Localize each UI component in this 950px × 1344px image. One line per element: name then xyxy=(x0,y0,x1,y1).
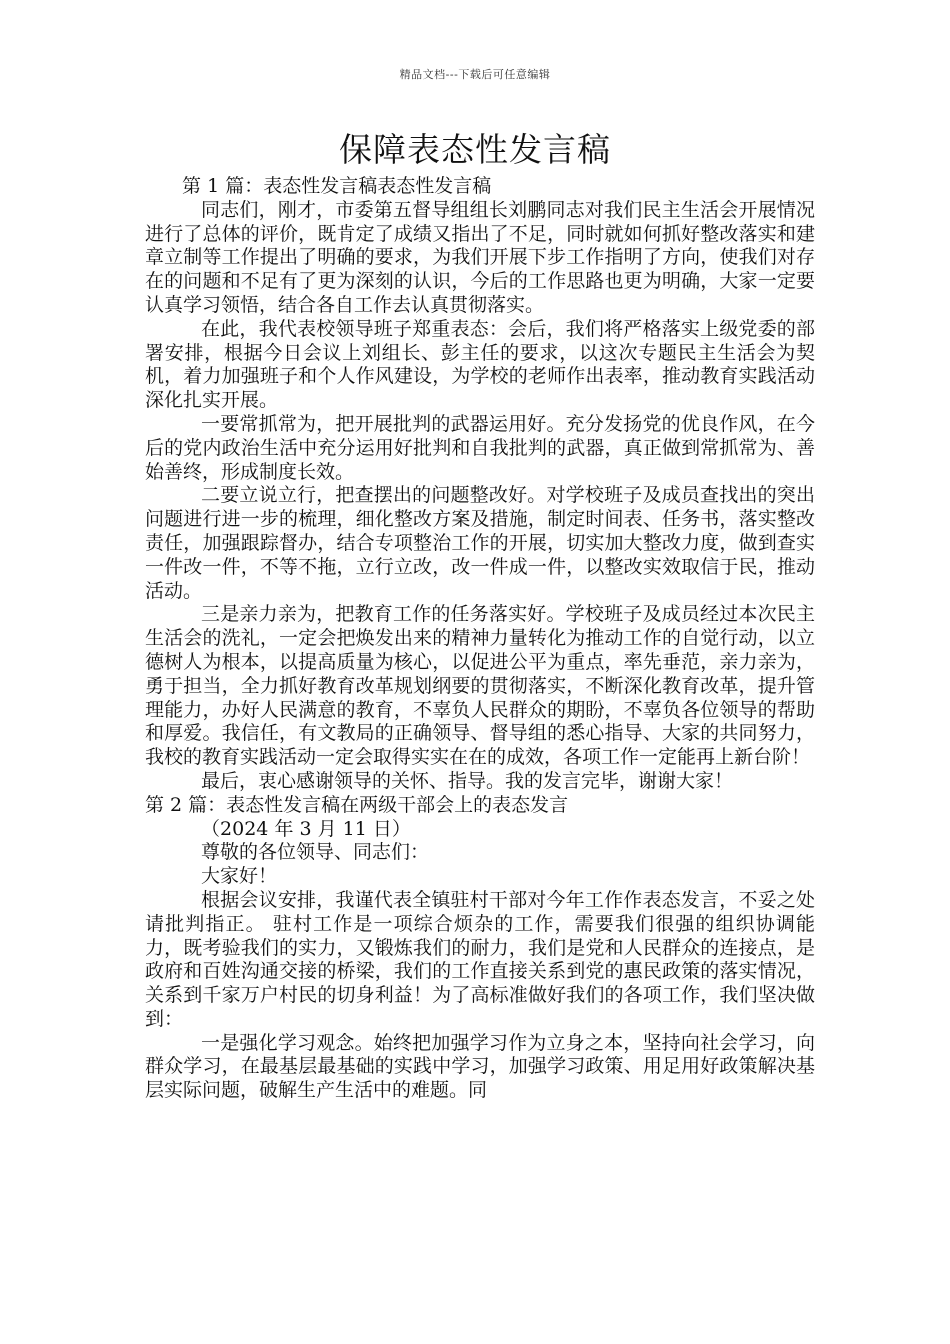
document-body xyxy=(145,175,815,1103)
section-2-paragraph-1: 根据会议安排，我谨代表全镇驻村干部对今年工作作表态发言，不妥之处请批判指正。 驻村工作是一项综合烦杂的工作，需要我们很强的组织协调能力，既考验我们的实力，又锻炼我们的耐力，我们是党和人民群众的连接点，是政府和百姓沟通交接的桥梁，我们的工作直接关系到党的惠民政策的落实情况，关系到千家万户村民的切身利益！为了高标准做好我们的各项工作，我们坚决做到： xyxy=(145,888,815,1030)
section-1-paragraph-3: 一要常抓常为，把开展批判的武器运用好。充分发扬党的优良作风，在今后的党内政治生活中充分运用好批判和自我批判的武器，真正做到常抓常为、善始善终，形成制度长效。 xyxy=(145,412,815,483)
section-2-date: （2024 年 3 月 11 日） xyxy=(201,817,411,840)
section-1-paragraph-2: 在此，我代表校领导班子郑重表态：会后，我们将严格落实上级党委的部署安排，根据今日会议上刘组长、彭主任的要求，以这次专题民主生活会为契机，着力加强班子和个人作风建设，为学校的老师作出表率，推动教育实践活动深化扎实开展。 xyxy=(145,317,815,412)
section-2-heading: 第 2 篇：表态性发言稿在两级干部会上的表态发言 xyxy=(145,793,569,816)
section-1-paragraph-4: 二要立说立行，把查摆出的问题整改好。对学校班子及成员查找出的突出问题进行进一步的梳理，细化整改方案及措施，制定时间表、任务书，落实整改责任，加强跟踪督办，结合专项整治工作的开展，切实加大整改力度，做到查实一件改一件，不等不拖，立行立改，改一件成一件，以整改实效取信于民，推动活动。 xyxy=(145,484,815,602)
page-header-note: 精品文档---下载后可任意编辑 xyxy=(399,68,551,81)
section-1-heading: 第 1 篇：表态性发言稿表态性发言稿 xyxy=(182,175,492,197)
section-2-salutation: 尊敬的各位领导、同志们： xyxy=(201,841,430,864)
section-2-greeting: 大家好！ xyxy=(201,865,278,888)
section-1-paragraph-1: 同志们，刚才，市委第五督导组组长刘鹏同志对我们民主生活会开展情况进行了总体的评价，既肯定了成绩又指出了不足，同时就如何抓好整改落实和建章立制等工作提出了明确的要求，为我们开展下步工作指明了方向，使我们对存在的问题和不足有了更为深刻的认识，今后的工作思路也更为明确，大家一定要认真学习领悟，结合各自工作去认真贯彻落实。 xyxy=(145,198,815,316)
section-1-paragraph-6: 最后，衷心感谢领导的关怀、指导。我的发言完毕，谢谢大家！ xyxy=(201,769,734,792)
document-title: 保障表态性发言稿 xyxy=(339,130,611,169)
section-1-paragraph-5: 三是亲力亲为，把教育工作的任务落实好。学校班子及成员经过本次民主生活会的洗礼，一定会把焕发出来的精神力量转化为推动工作的自觉行动，以立德树人为根本，以提高质量为核心，以促进公平为重点，率先垂范，亲力亲为，勇于担当，全力抓好教育改革规划纲要的贯彻落实，不断深化教育改革，提升管理能力，办好人民满意的教育，不辜负人民群众的期盼，不辜负各位领导的帮助和厚爱。我信任，有文教局的正确领导、督导组的悉心指导、大家的共同努力，我校的教育实践活动一定会取得实实在在的成效，各项工作一定能再上新台阶！ xyxy=(145,603,815,769)
section-2-paragraph-2: 一是强化学习观念。始终把加强学习作为立身之本，坚持向社会学习，向群众学习，在最基层最基础的实践中学习，加强学习政策、用足用好政策解决基层实际问题，破解生产生活中的难题。同 xyxy=(145,1031,815,1102)
